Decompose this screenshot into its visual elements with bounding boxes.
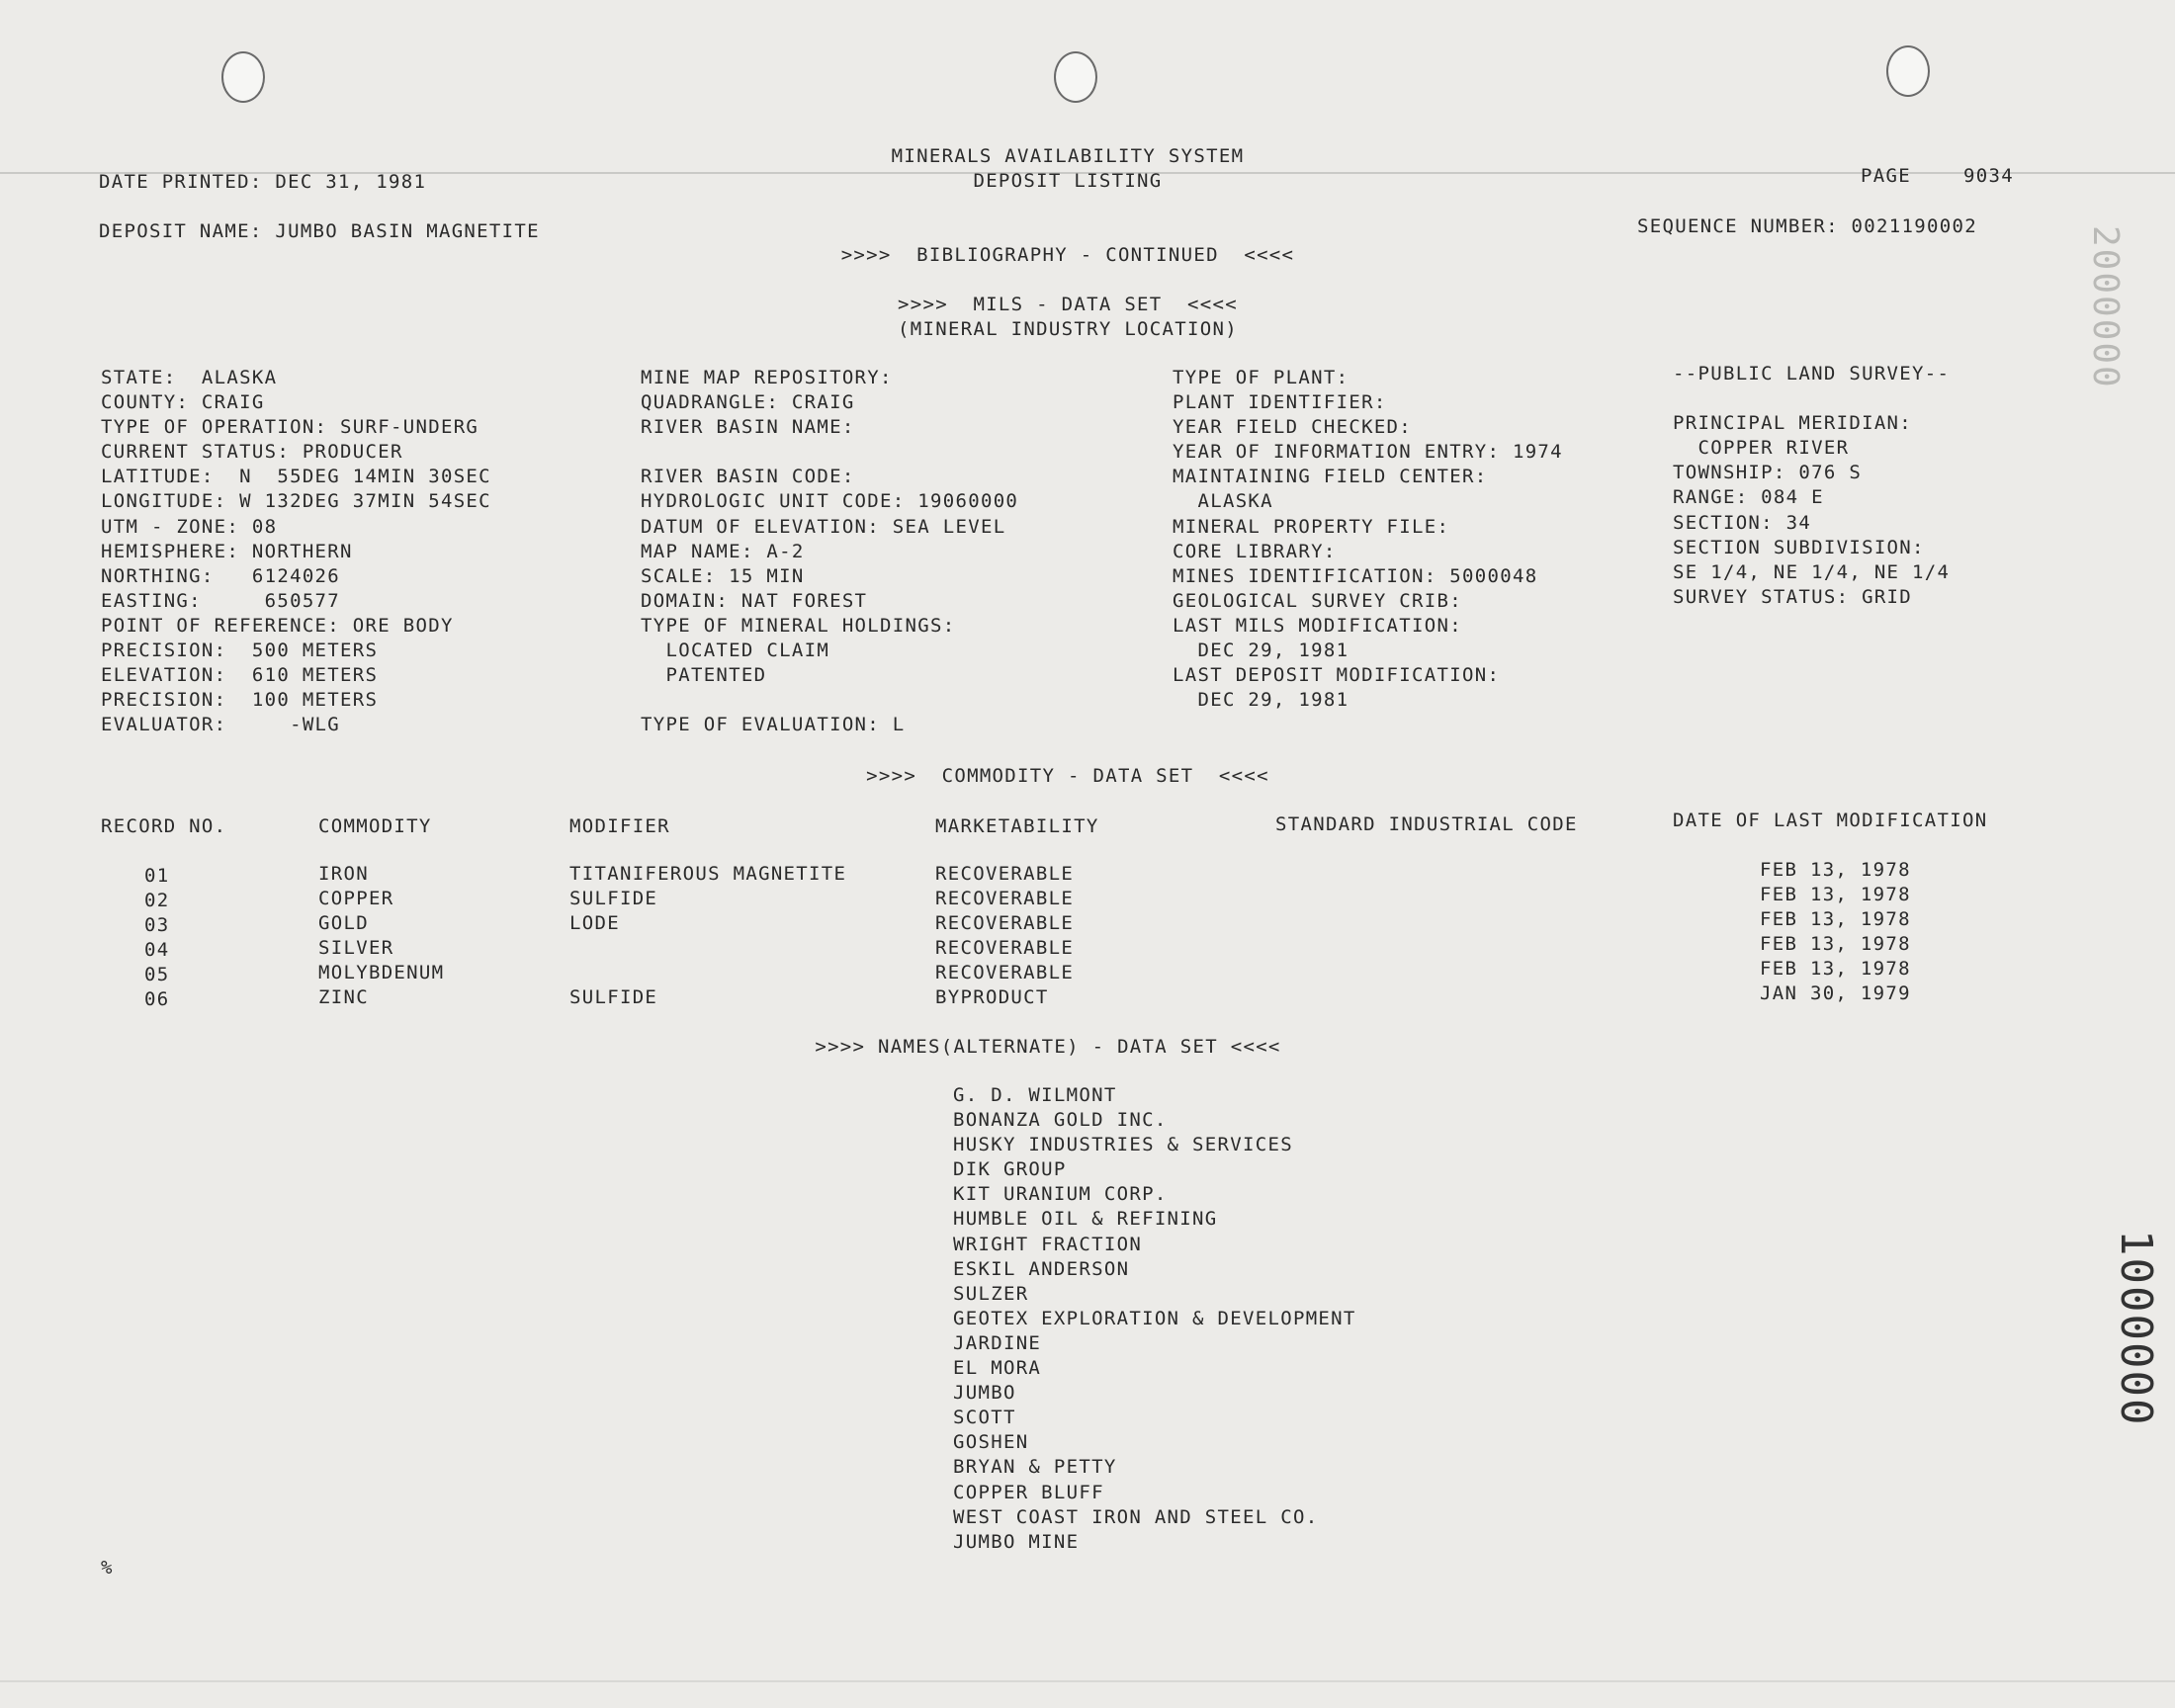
- table-cell-date: FEB 13, 1978: [1760, 859, 1911, 881]
- mils-field: MAINTAINING FIELD CENTER:: [1173, 466, 1488, 488]
- mils-field: POINT OF REFERENCE: ORE BODY: [101, 614, 454, 637]
- table-cell-modifier: TITANIFEROUS MAGNETITE: [569, 863, 847, 885]
- mils-field: DATUM OF ELEVATION: SEA LEVEL: [641, 515, 1006, 538]
- table-cell-record: 03: [144, 914, 170, 937]
- date-printed: DATE PRINTED: DEC 31, 1981: [99, 171, 427, 193]
- column-header-commodity: COMMODITY: [318, 815, 432, 837]
- table-cell-date: FEB 13, 1978: [1760, 884, 1911, 906]
- column-header-modifier: MODIFIER: [569, 815, 670, 837]
- punch-hole-right: [1886, 45, 1930, 97]
- table-cell-marketability: RECOVERABLE: [935, 863, 1075, 885]
- column-header-marketability: MARKETABILITY: [935, 815, 1099, 837]
- mils-field: DEC 29, 1981: [1173, 689, 1349, 712]
- mils-field: YEAR FIELD CHECKED:: [1173, 416, 1413, 439]
- mils-field: PRECISION: 500 METERS: [101, 640, 379, 662]
- mils-field: MINE MAP REPOSITORY:: [641, 367, 893, 388]
- mils-field: PRINCIPAL MERIDIAN:: [1673, 412, 1913, 435]
- list-item: GOSHEN: [953, 1431, 1029, 1454]
- table-cell-record: 01: [144, 865, 170, 887]
- mils-field: MINERAL PROPERTY FILE:: [1173, 515, 1450, 538]
- table-cell-commodity: COPPER: [318, 888, 394, 910]
- mils-field: HEMISPHERE: NORTHERN: [101, 540, 353, 562]
- mils-field: PATENTED: [641, 664, 767, 687]
- list-item: SULZER: [953, 1282, 1029, 1305]
- column-header-date: DATE OF LAST MODIFICATION: [1673, 810, 1988, 831]
- column-header-record: RECORD NO.: [101, 815, 227, 837]
- table-cell-modifier: [569, 936, 846, 961]
- punch-hole-left: [221, 51, 265, 103]
- commodity-date-column: [1760, 858, 1911, 1007]
- list-item: JUMBO MINE: [953, 1530, 1080, 1553]
- mils-field: TYPE OF PLANT:: [1173, 367, 1349, 388]
- commodity-marketability-column: [935, 862, 1074, 1011]
- mils-field: --PUBLIC LAND SURVEY--: [1673, 363, 1951, 384]
- page-label: PAGE: [1861, 165, 1911, 187]
- mils-field: LAST DEPOSIT MODIFICATION:: [1173, 664, 1501, 687]
- mils-column-land-survey: [1673, 362, 1950, 610]
- mils-field: RANGE: 084 E: [1673, 486, 1824, 509]
- table-cell-modifier: SULFIDE: [569, 888, 658, 910]
- mils-subheading: (MINERAL INDUSTRY LOCATION): [898, 318, 1238, 340]
- mils-field: COPPER RIVER: [1673, 437, 1850, 460]
- commodity-modifier-column: [569, 862, 846, 1011]
- list-item: EL MORA: [953, 1357, 1042, 1380]
- list-item: GEOTEX EXPLORATION & DEVELOPMENT: [953, 1307, 1356, 1329]
- table-cell-modifier: LODE: [569, 912, 620, 935]
- table-cell-commodity: ZINC: [318, 986, 369, 1009]
- table-cell-date: FEB 13, 1978: [1760, 908, 1911, 931]
- table-cell-commodity: GOLD: [318, 912, 369, 935]
- list-item: HUMBLE OIL & REFINING: [953, 1208, 1218, 1231]
- page-number: 9034: [1963, 165, 2014, 187]
- names-heading: >>>> NAMES(ALTERNATE) - DATA SET <<<<: [815, 1036, 1281, 1058]
- mils-field: [641, 440, 1018, 465]
- commodity-name-column: [318, 862, 444, 1011]
- mils-field: LAST MILS MODIFICATION:: [1173, 614, 1462, 637]
- table-cell-date: FEB 13, 1978: [1760, 933, 1911, 956]
- mils-field: PRECISION: 100 METERS: [101, 689, 379, 712]
- sequence-number: SEQUENCE NUMBER: 0021190002: [1637, 215, 1977, 237]
- mils-field: EVALUATOR: -WLG: [101, 714, 341, 736]
- mils-field: EASTING: 650577: [101, 589, 341, 612]
- list-item: JUMBO: [953, 1382, 1016, 1405]
- commodity-heading: >>>> COMMODITY - DATA SET <<<<: [866, 765, 1269, 787]
- alternate-names-list: [953, 1083, 1356, 1555]
- mils-field: RIVER BASIN NAME:: [641, 416, 855, 439]
- mils-field: [1673, 386, 1950, 411]
- mils-field: GEOLOGICAL SURVEY CRIB:: [1173, 589, 1462, 612]
- paper-bottom-edge: [0, 1680, 2175, 1682]
- mils-field: NORTHING: 6124026: [101, 564, 341, 587]
- table-cell-date: FEB 13, 1978: [1760, 958, 1911, 981]
- mils-field: QUADRANGLE: CRAIG: [641, 391, 855, 414]
- mils-field: SURVEY STATUS: GRID: [1673, 585, 1913, 608]
- mils-field: LONGITUDE: W 132DEG 37MIN 54SEC: [101, 490, 491, 513]
- mils-field: SCALE: 15 MIN: [641, 564, 805, 587]
- mils-field: HYDROLOGIC UNIT CODE: 19060000: [641, 490, 1019, 513]
- list-item: BONANZA GOLD INC.: [953, 1109, 1168, 1132]
- mils-field: CURRENT STATUS: PRODUCER: [101, 441, 403, 464]
- list-item: G. D. WILMONT: [953, 1084, 1117, 1106]
- mils-field: UTM - ZONE: 08: [101, 515, 278, 538]
- table-cell-modifier: SULFIDE: [569, 986, 658, 1009]
- bibliography-heading: >>>> BIBLIOGRAPHY - CONTINUED <<<<: [840, 244, 1295, 266]
- list-item: SCOTT: [953, 1407, 1016, 1429]
- mils-column-administrative: [1173, 366, 1563, 713]
- mils-column-location: [101, 366, 491, 737]
- system-title: MINERALS AVAILABILITY SYSTEM: [891, 145, 1245, 167]
- table-cell-record: 06: [144, 988, 170, 1011]
- mils-field: SECTION SUBDIVISION:: [1673, 536, 1925, 558]
- footer-mark: %: [101, 1557, 114, 1579]
- mils-field: LOCATED CLAIM: [641, 640, 830, 662]
- margin-stamp: 1000000: [2111, 1230, 2161, 1427]
- table-cell-record: 04: [144, 939, 170, 962]
- column-header-sic: STANDARD INDUSTRIAL CODE: [1275, 813, 1578, 835]
- table-cell-marketability: RECOVERABLE: [935, 888, 1075, 910]
- list-item: KIT URANIUM CORP.: [953, 1183, 1168, 1206]
- mils-field: STATE: ALASKA: [101, 367, 278, 388]
- table-cell-modifier: [569, 961, 846, 985]
- mils-field: SECTION: 34: [1673, 511, 1812, 534]
- mils-field: MINES IDENTIFICATION: 5000048: [1173, 564, 1538, 587]
- mils-field: COUNTY: CRAIG: [101, 391, 265, 414]
- table-cell-commodity: MOLYBDENUM: [318, 962, 445, 984]
- mils-column-maps: [641, 366, 1018, 737]
- mils-field: TYPE OF MINERAL HOLDINGS:: [641, 614, 956, 637]
- mils-field: LATITUDE: N 55DEG 14MIN 30SEC: [101, 466, 491, 488]
- listing-title: DEPOSIT LISTING: [973, 170, 1163, 192]
- mils-field: TYPE OF EVALUATION: L: [641, 714, 906, 736]
- mils-field: [641, 688, 1018, 713]
- mils-field: ALASKA: [1173, 490, 1273, 513]
- table-cell-marketability: RECOVERABLE: [935, 937, 1075, 960]
- list-item: BRYAN & PETTY: [953, 1456, 1117, 1479]
- list-item: COPPER BLUFF: [953, 1481, 1104, 1503]
- table-cell-record: 02: [144, 890, 170, 912]
- mils-field: TYPE OF OPERATION: SURF-UNDERG: [101, 416, 479, 439]
- mils-heading: >>>> MILS - DATA SET <<<<: [898, 294, 1238, 315]
- mils-field: CORE LIBRARY:: [1173, 540, 1337, 562]
- list-item: JARDINE: [953, 1331, 1042, 1354]
- punch-hole-center: [1054, 51, 1097, 103]
- mils-field: DOMAIN: NAT FOREST: [641, 589, 868, 612]
- list-item: ESKIL ANDERSON: [953, 1257, 1130, 1280]
- mils-field: ELEVATION: 610 METERS: [101, 664, 379, 687]
- list-item: DIK GROUP: [953, 1158, 1067, 1181]
- table-cell-record: 05: [144, 964, 170, 986]
- list-item: WEST COAST IRON AND STEEL CO.: [953, 1505, 1319, 1528]
- mils-field: TOWNSHIP: 076 S: [1673, 462, 1863, 484]
- mils-field: YEAR OF INFORMATION ENTRY: 1974: [1173, 441, 1563, 464]
- list-item: HUSKY INDUSTRIES & SERVICES: [953, 1134, 1293, 1156]
- mils-field: RIVER BASIN CODE:: [641, 466, 855, 488]
- mils-field: DEC 29, 1981: [1173, 640, 1349, 662]
- mils-field: MAP NAME: A-2: [641, 540, 805, 562]
- mils-field: SE 1/4, NE 1/4, NE 1/4: [1673, 560, 1951, 583]
- mils-field: PLANT IDENTIFIER:: [1173, 391, 1387, 414]
- commodity-record-column: [144, 864, 169, 1013]
- list-item: WRIGHT FRACTION: [953, 1233, 1143, 1255]
- table-cell-commodity: SILVER: [318, 937, 394, 960]
- table-cell-marketability: BYPRODUCT: [935, 986, 1049, 1009]
- margin-stamp-faint: 2000000: [2085, 225, 2126, 389]
- table-cell-marketability: RECOVERABLE: [935, 962, 1075, 984]
- table-cell-commodity: IRON: [318, 863, 369, 885]
- table-cell-date: JAN 30, 1979: [1760, 982, 1911, 1005]
- table-cell-marketability: RECOVERABLE: [935, 912, 1075, 935]
- deposit-name: DEPOSIT NAME: JUMBO BASIN MAGNETITE: [99, 220, 540, 242]
